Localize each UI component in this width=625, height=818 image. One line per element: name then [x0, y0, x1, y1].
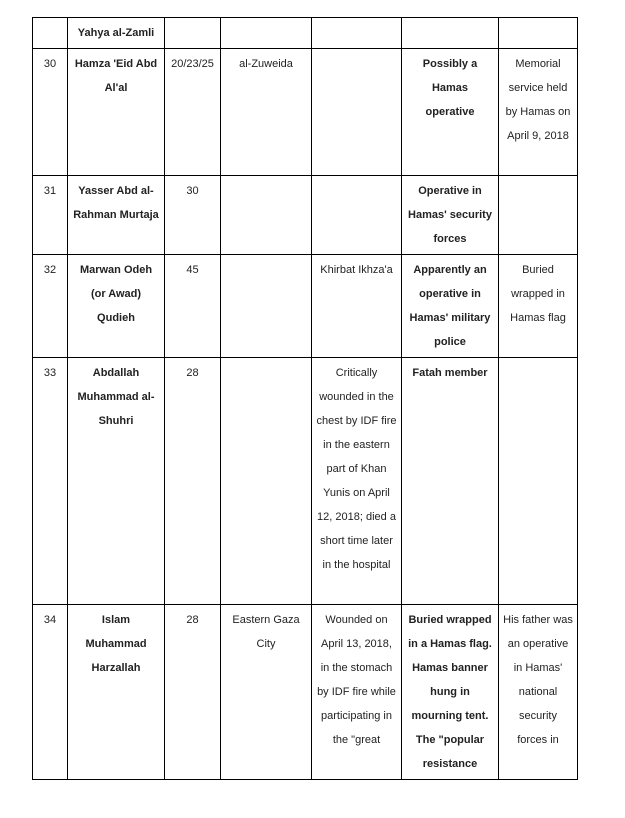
- age-cell: [165, 18, 221, 49]
- age-cell: 45: [165, 255, 221, 358]
- row-number: 31: [33, 176, 68, 255]
- place-cell: Eastern Gaza City: [221, 605, 312, 780]
- affiliation-cell: Operative in Hamas' security forces: [402, 176, 499, 255]
- person-name: Yasser Abd al-Rahman Murtaja: [68, 176, 165, 255]
- notes-cell: [499, 18, 578, 49]
- place-cell: [221, 18, 312, 49]
- document-table: [32, 17, 578, 780]
- affiliation-cell: Buried wrapped in a Hamas flag. Hamas banner hung in mourning tent. The "popular resistance: [402, 605, 499, 780]
- place-cell: [221, 255, 312, 358]
- row-number: 30: [33, 49, 68, 176]
- person-name: Yahya al-Zamli: [68, 18, 165, 49]
- notes-cell: Memorial service held by Hamas on April 9, 2018: [499, 49, 578, 176]
- place-cell: al-Zuweida: [221, 49, 312, 176]
- affiliation-cell: Fatah member: [402, 358, 499, 605]
- table-row: [33, 358, 578, 605]
- notes-cell: [499, 176, 578, 255]
- row-number: [33, 18, 68, 49]
- circumstances-cell: [312, 49, 402, 176]
- affiliation-cell: Possibly a Hamas operative: [402, 49, 499, 176]
- age-cell: 30: [165, 176, 221, 255]
- place-cell: [221, 176, 312, 255]
- circumstances-cell: Wounded on April 13, 2018, in the stomach by IDF fire while participating in the "great: [312, 605, 402, 780]
- age-cell: 28: [165, 605, 221, 780]
- circumstances-cell: [312, 176, 402, 255]
- circumstances-cell: Critically wounded in the chest by IDF fire in the eastern part of Khan Yunis on April 12, 2018; died a short time later in the hospital: [312, 358, 402, 605]
- age-cell: 20/23/25: [165, 49, 221, 176]
- table-row: [33, 176, 578, 255]
- circumstances-cell: [312, 18, 402, 49]
- notes-cell: Buried wrapped in Hamas flag: [499, 255, 578, 358]
- row-number: 32: [33, 255, 68, 358]
- row-number: 33: [33, 358, 68, 605]
- person-name: Hamza 'Eid Abd Al'al: [68, 49, 165, 176]
- notes-cell: [499, 358, 578, 605]
- person-name: Islam Muhammad Harzallah: [68, 605, 165, 780]
- table-row: [33, 18, 578, 49]
- person-name: Abdallah Muhammad al-Shuhri: [68, 358, 165, 605]
- circumstances-cell: Khirbat Ikhza'a: [312, 255, 402, 358]
- place-cell: [221, 358, 312, 605]
- age-cell: 28: [165, 358, 221, 605]
- table-row: [33, 255, 578, 358]
- notes-cell: His father was an operative in Hamas' national security forces in: [499, 605, 578, 780]
- table-row: [33, 49, 578, 176]
- row-number: 34: [33, 605, 68, 780]
- table-row: [33, 605, 578, 780]
- affiliation-cell: [402, 18, 499, 49]
- affiliation-cell: Apparently an operative in Hamas' military police: [402, 255, 499, 358]
- person-name: Marwan Odeh (or Awad) Qudieh: [68, 255, 165, 358]
